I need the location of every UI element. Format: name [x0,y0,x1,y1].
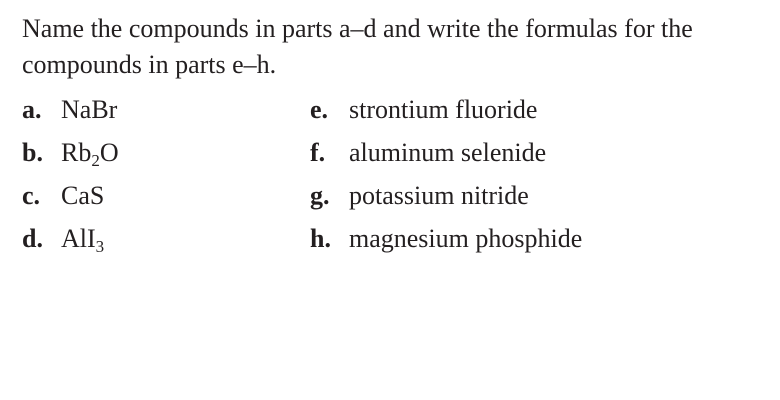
item-content [349,138,546,167]
formula-text: potassium nitride [349,181,529,210]
problem-list [22,93,772,265]
problem-row [22,179,772,222]
formula-text: aluminum selenide [349,138,547,167]
problem-item-c [22,179,104,213]
problem-item-g [310,179,529,213]
formula-text: AlI [61,224,96,253]
formula-text: O [99,138,119,167]
problem-item-f [310,136,546,170]
problem-item-h [310,222,582,256]
problem-row [22,136,772,179]
problem-item-d [22,222,104,256]
problem-item-a [22,93,117,127]
item-content [349,224,582,253]
formula-text: CaS [61,181,105,210]
item-letter: f. [310,138,326,167]
formula-text: Rb [61,138,92,167]
item-letter: a. [22,95,42,124]
formula-text: strontium fluoride [349,95,538,124]
item-letter: h. [310,224,331,253]
problem-row [22,222,772,265]
subscript: 3 [95,237,105,256]
item-content [349,95,537,124]
item-letter: c. [22,181,41,210]
subscript: 2 [91,151,100,170]
problem-item-e [310,93,537,127]
problem-document [22,11,772,265]
item-content [61,95,117,124]
formula-text: NaBr [61,95,118,124]
formula-text: magnesium phosphide [349,224,583,253]
item-letter: b. [22,138,43,167]
item-letter: g. [310,181,330,210]
item-content [61,181,104,210]
item-content [61,138,119,170]
problem-row [22,93,772,136]
problem-item-b [22,136,119,170]
item-content [61,224,105,256]
item-letter: d. [22,224,43,253]
instructions-text: Name the compounds in parts a–d and write the formulas for the compounds in parts e–h. [22,14,693,79]
item-letter: e. [310,95,329,124]
item-content [349,181,529,210]
